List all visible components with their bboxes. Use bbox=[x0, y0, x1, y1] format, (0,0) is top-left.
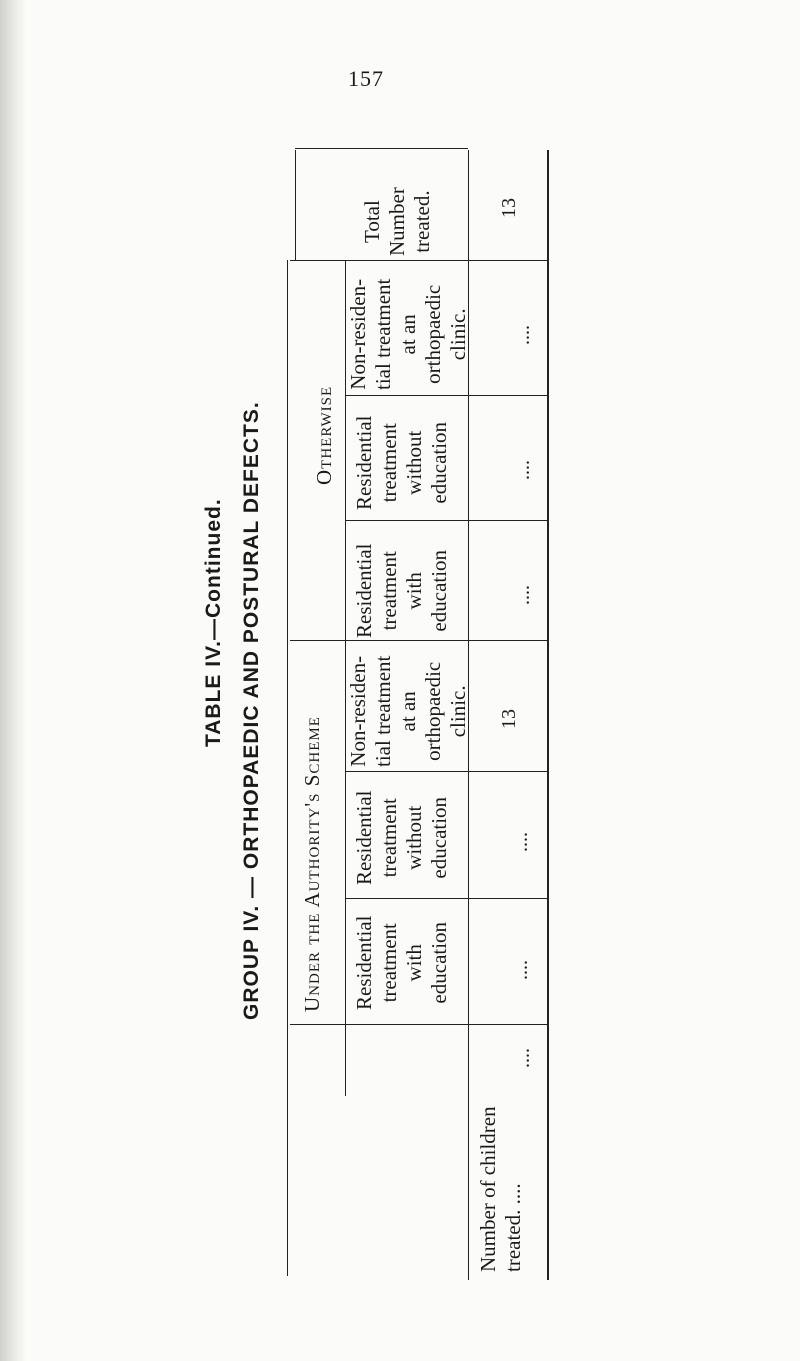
cell-other-res-without: .... bbox=[512, 460, 534, 480]
row-label-end-dots: .... bbox=[512, 1048, 534, 1068]
rule-other-groups-2 bbox=[345, 520, 547, 521]
header-scheme-res-without: Residential treatment without education bbox=[352, 790, 451, 885]
header-other-res-with: Residential treatment with education bbox=[352, 543, 451, 638]
cell-other-non-residential: .... bbox=[512, 325, 534, 345]
cell-scheme-res-with: .... bbox=[510, 960, 532, 980]
cell-other-res-with: .... bbox=[512, 585, 534, 605]
top-rule-total bbox=[295, 148, 468, 149]
left-border bbox=[287, 260, 288, 1276]
right-border bbox=[547, 150, 549, 1280]
rule-total-other bbox=[290, 260, 547, 261]
table-title: TABLE IV.—Continued. bbox=[202, 498, 225, 747]
header-other-non-residential: Non-residen- tial treatment at an orthopaedic clinic. bbox=[346, 278, 470, 390]
rule-label bbox=[290, 1024, 547, 1025]
rule-scheme-1 bbox=[345, 771, 547, 772]
page-edge-shadow bbox=[0, 0, 26, 1361]
cell-scheme-non-residential: 13 bbox=[498, 709, 520, 729]
rule-groups bbox=[290, 640, 547, 641]
page-number: 157 bbox=[348, 66, 384, 91]
header-scheme-res-with: Residential treatment with education bbox=[352, 915, 451, 1010]
header-other-res-without: Residential treatment without education bbox=[352, 415, 451, 510]
total-left-rule bbox=[295, 150, 296, 260]
row-label: Number of children treated. .... bbox=[476, 1106, 525, 1272]
rule-other-groups bbox=[345, 395, 547, 396]
header-scheme-non-residential: Non-residen- tial treatment at an orthopaedic clinic. bbox=[346, 655, 470, 767]
cell-scheme-res-without: .... bbox=[510, 832, 532, 852]
group-otherwise: Otherwise bbox=[312, 385, 336, 485]
rule-scheme-2 bbox=[345, 898, 547, 899]
cell-total: 13 bbox=[498, 198, 520, 218]
table-subtitle: GROUP IV. — ORTHOPAEDIC AND POSTURAL DEFECTS. bbox=[240, 401, 263, 1020]
group-under-scheme: Under the Authority's Scheme bbox=[300, 716, 324, 1012]
header-total: Total Number treated. bbox=[360, 187, 434, 256]
